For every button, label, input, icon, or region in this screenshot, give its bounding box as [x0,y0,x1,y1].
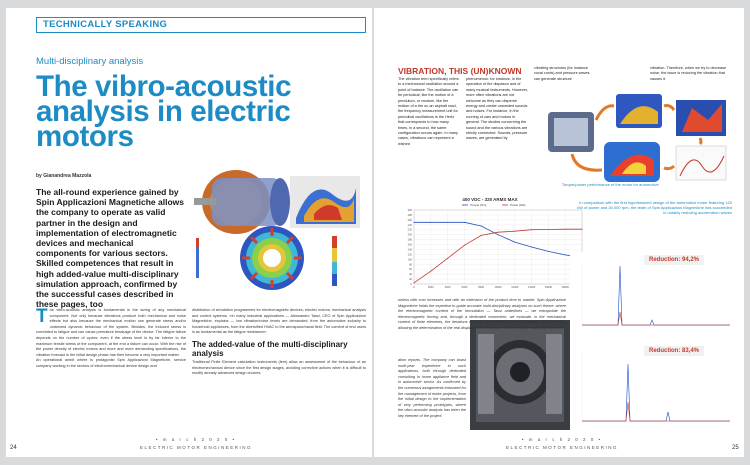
chart-tick-label-x: 18000 [561,286,569,289]
chart-point [481,226,482,227]
chart-tick-label-y: 260 [407,218,412,222]
chart-point [565,254,566,255]
byline: by Gianandrea Mazzola [36,173,92,179]
chart-tick-label-y: 80 [409,263,412,267]
lead-paragraph: The all-round experience gained by Spin Applicazioni Magnetiche allows the company to operate as valid partner in the design and implementation of electromagnetic devices and mechanical components for various sectors. Skilled competences that result in high added-value multi-disciplinary simulation approach, confirmed by the successful cases described in these pages, too [36,187,184,310]
footer-magazine-left: ELECTRIC MOTOR ENGINEERING [140,445,252,450]
chart-tick-label-y: 220 [407,228,412,232]
article-kicker: Multi-disciplinary analysis [36,56,144,67]
reduction-callout: In comparison with the first hypothesized design of the automotive motor featuring 120 kW of power and 30.000 rpm, the team of Spin Applicazioni Magnetiche has succeeded in notably reducing acceleration waves [577,200,732,216]
chart-point [531,229,532,230]
chart-tick-label-y: 120 [407,253,412,257]
drop-cap: T [36,306,48,327]
chart-tick-label-x: 16000 [544,286,553,289]
chart-tick-label-x: 0 [413,286,415,289]
chart-point [430,271,431,272]
chart-point [414,222,415,223]
page-number-left: 24 [10,445,17,451]
sidebar-column-4: vibration. Therefore, when we try to decrease noise, the issue is reducing the vibration that causes it. [650,66,727,81]
chart-point [447,258,448,259]
subhead: The added-value of the multi-disciplinary analysis [192,339,348,358]
section-banner-label: TECHNICALLY SPEAKING [43,19,168,30]
chart-tick-label-x: 4000 [444,286,451,289]
chart-tick-label-x: 12000 [511,286,519,289]
chart-point [414,282,415,283]
chart-tick-label-y: 300 [407,209,412,212]
chart-point [464,222,465,223]
chart-legend-label: Power [kW] [510,203,526,207]
page-number-right: 25 [732,445,739,451]
chart-legend-label: Torque [Nm] [470,203,487,207]
chart-point [514,242,515,243]
sidebar-column-3: vibrating structures (for instance vocal cords) and pressure waves can generate structure [534,66,590,81]
chart-legend [462,203,526,207]
body-column-2-text-b: Traditional Finite Element calculation instruments (fem) allow an assessment of the behaviour of an electromechanical device since the first design stages, avoiding corrective actions when it is difficult to modify already advanced design choices. [192,359,366,376]
chart-tick-label-y: 140 [407,248,412,252]
chart-tick-label-y: 20 [409,278,412,282]
chart-tick-label-y: 280 [407,213,412,217]
reduction-badge-2: Reduction: 83,4% [644,346,704,356]
chart-point [531,247,532,248]
chart-point [430,222,431,223]
chart-tick-label-x: 10000 [494,286,502,289]
chart-tick-label-x: 2000 [427,286,434,289]
torque-power-chart [392,194,588,294]
chart-point [447,222,448,223]
chart-tick-label-y: 240 [407,223,412,227]
chart-tick-label-x: 14000 [527,286,536,289]
vibration-process-diagram [542,90,732,190]
chart-point [498,234,499,235]
section-banner [36,17,366,33]
chart-grid [414,210,582,284]
right-body-column-1: unless with cost increases and with an extension of the product time to market. Spin Applicazioni Magnetiche holds the expertise to guide accurate multi-disciplinary analyses on such theme: where the electromagnetic content of the formulation — Tassi underlines — we extrapolate the electromagnetic forcing and, through a dedicated connection, we evaluate, in the mechanical context of finite elements, the iterations with the mechanical structure equipped with the motor, allowing the determination of the real displacement of all parts, and eventually analysing noise with [398,298,566,330]
chart-point [565,229,566,230]
chart-tick-label-y: 100 [407,258,412,262]
chart-tick-label-y: 160 [407,243,412,247]
chart-tick-label-y: 0 [410,283,412,286]
chart-tick-label-x: 6000 [461,286,468,289]
chart-tick-label-y: 200 [407,233,412,237]
chart-point [464,245,465,246]
left-page [6,8,372,457]
sidebar-column-2: phenomenon: for instance, in the operation of the diapason and of many musical instruments. However, more often vibrations are not welcome as they can disperse energy and create unwanted sounds and noises. For instance, in the running of cars and motors in general. The studies concerning the sound and the various vibrations are strictly connected. Sounds, pressure waves, are generated by [466,77,528,141]
chart-tick-label-y: 40 [409,273,412,277]
body-column-1-text-b: An operational ambit where is protagonist Spin Applicazioni Magnetiche, service company working in the sectors of electromechanical device design and [36,358,186,368]
article-title: The vibro-acoustic analysis in electric motors [36,70,292,153]
chart-tick-label-y: 180 [407,238,412,242]
motor-fem-illustration [192,158,366,293]
footer-date-left: • m a r c h 2 0 2 0 • [155,437,237,442]
chart-tick-label-x: 8000 [478,286,485,289]
body-column-1-text: he vibro-acoustic analysis is fundamental in the sizing of any mechanical component. Not only because vibrations produce both mechanical and noise effects but also because the mechanical motion can generate stress and/or undesired dynamic behaviour of the system. Besides, the induced stress is correlated to fatigue and can cause premature breakage of the device. The fatigue failure depends on the number of cycles: even if the stress level is by far inferior to the maximum tensile stress of the component, at the end a failure can occur. With the rise of the power density of electric motors and more and more demanding specifications, the vibration forecast in the initial design phase has then become a very important matter. [36,308,186,357]
body-column-2 [192,308,366,377]
chart-point [548,251,549,252]
sidebar-title: VIBRATION, THIS (UN)KNOWN [398,66,522,76]
right-page [374,8,744,457]
chart-title: 400 VDC - 320 ARMS MAX [462,197,518,202]
chart-tick-label-y: 60 [409,268,412,272]
acceleration-spectrum-plots [570,252,736,430]
chart-point [548,229,549,230]
motor-photo [470,320,570,430]
chart-point [514,231,515,232]
chart-point [498,232,499,233]
body-column-2-text: distribution of simulation programmes for electromagnetic devices, electric motors, mechanical analysis and control systems. «In many industrial applications — Alessandro Tassi, CEO of Spin Applicazioni Magnetiche, explains — low vibration/noise levels are demanded: from the automotive industry to household appliances, from the diversified HVAC to the aerospace/naval field. The comfort of end users is as fundamental as the fatigue resistance». [192,308,366,335]
sidebar-column-1: The vibration term specifically refers to a mechanical oscillation around a point of balance. The oscillation can be periodical, like the motion of a pendulum, or random, like the motion of a tire on an asphalt road, the frequency measurement unit for periodical oscillations is the Hertz that corresponds to how many times, in a second, the same configuration occurs again. In many cases, vibrations can represent a wished [398,77,459,146]
body-column-1 [36,308,186,370]
footer-magazine-right: ELECTRIC MOTOR ENGINEERING [506,445,618,450]
reduction-badge-1: Reduction: 94,2% [644,255,704,265]
chart-point [481,235,482,236]
right-body-column-2: ation reports. The company can boast multi-year experience in such applications, both through dedicated consulting in home appliance field and in automotive sector. As confirmed by the numerous assignments entrusted for the management of entire projects, from the initial design to the implementation of very performing prototypes, where the vibro-acoustic analysis has been the key element of the project. [398,358,466,418]
footer-date-right: • m a r c h 2 0 2 0 • [521,437,603,442]
chart-caption: Torque/power performance of the motor for automotive [562,182,659,187]
chart-point [582,229,583,230]
